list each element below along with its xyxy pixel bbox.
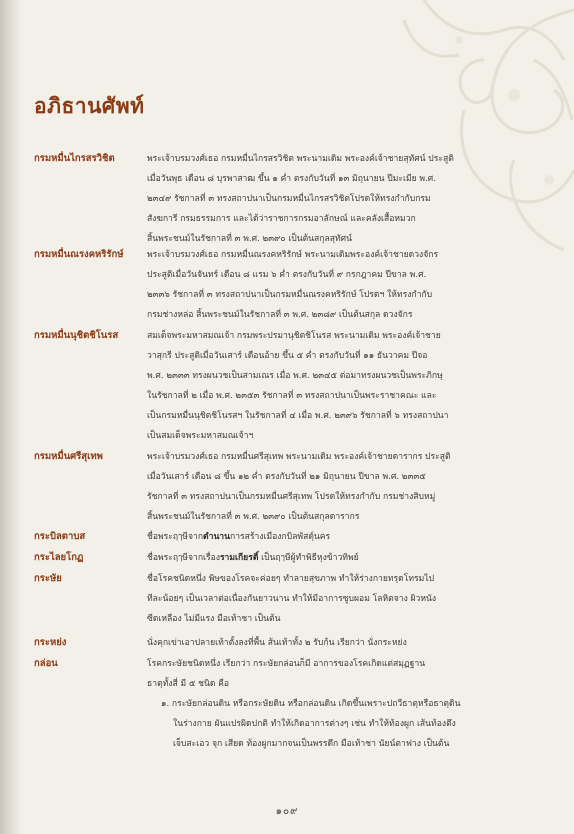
emphasized-text: รามเกียรติ์	[219, 553, 259, 563]
glossary-definition	[147, 245, 542, 325]
page-title: อภิธานศัพท์	[34, 93, 145, 118]
definition-line: ชื่อพระฤๅษีจากตำนานการสร้างเมืองกบิลพัสดุ์นคร	[147, 532, 331, 542]
definition-line: เป็นสมเด็จพระมหาสมณเจ้าฯ	[147, 431, 254, 441]
definition-line: ๒๓๓๖ รัชกาลที่ ๓ ทรงสถาปนาเป็นกรมหมื่นณรงคหริรักษ์ โปรดฯ ให้ทรงกำกับ	[147, 290, 433, 300]
glossary-term: กระไลยโกฏ	[34, 552, 84, 563]
glossary-term: กรมหมื่นศรีสุเทพ	[34, 451, 103, 462]
glossary-definition	[147, 633, 542, 653]
definition-line: ในรัชกาลที่ ๒ เมื่อ พ.ศ. ๒๓๕๓ รัชกาลที่ ๓ ทรงสถาปนาเป็นพระราชาคณะ และ	[147, 391, 437, 401]
definition-line: กรมช่างหล่อ สิ้นพระชนม์ในรัชกาลที่ ๓ พ.ศ. ๒๓๘๙ เป็นต้นสกุล ดวงจักร	[147, 310, 413, 320]
glossary-term: กระหย่ง	[34, 637, 67, 648]
glossary-definition	[147, 548, 542, 568]
glossary-term: กรมหมื่นณรงคหริรักษ์	[34, 249, 124, 260]
definition-line: สิ้นพระชนม์ในรัชกาลที่ ๓ พ.ศ. ๒๓๙๐ เป็นต้นสกุลสุทัศน์	[147, 234, 353, 244]
glossary-term: กระบิลตาบส	[34, 531, 86, 542]
definition-line: ซีดเหลือง ไม่มีแรง มือเท้าชา เป็นต้น	[147, 614, 281, 624]
glossary-definition	[147, 527, 542, 547]
definition-line: สมเด็จพระมหาสมณเจ้า กรมพระปรมานุชิตชิโนรส พระนามเดิม พระองค์เจ้าชาย	[147, 331, 441, 341]
glossary-definition	[147, 654, 542, 754]
definition-line: พระเจ้าบรมวงศ์เธอ กรมหมื่นศรีสุเทพ พระนามเดิม พระองค์เจ้าชายดารากร ประสูติ	[147, 452, 451, 462]
definition-line: ชื่อพระฤๅษีจากเรื่องรามเกียรติ์ เป็นฤๅษีผู้ทำพิธีหุงข้าวทิพย์	[147, 553, 359, 563]
page-number: ๑๐๙	[275, 806, 299, 817]
glossary-term: กล่อน	[34, 658, 58, 669]
glossary-term: กรมหมื่นไกรสรวิชิต	[34, 153, 115, 164]
glossary-definition	[147, 569, 542, 629]
definition-line: พระเจ้าบรมวงศ์เธอ กรมหมื่นไกรสรวิชิต พระนามเดิม พระองค์เจ้าชายสุทัศน์ ประสูติ	[147, 154, 454, 164]
glossary-definition	[147, 326, 542, 446]
definition-line: เป็นกรมหมื่นนุชิตชิโนรสฯ ในรัชกาลที่ ๔ เมื่อ พ.ศ. ๒๓๙๖ รัชกาลที่ ๖ ทรงสถาปนา	[147, 411, 449, 421]
emphasized-text: ตำนาน	[203, 532, 231, 542]
glossary-definition	[147, 149, 542, 249]
definition-line: ทีละน้อยๆ เป็นเวลาต่อเนื่องกันยาวนาน ทำให้มีอาการซูบผอม โลหิตจาง ผิวหนัง	[147, 594, 437, 604]
page-binding-shadow	[0, 0, 22, 834]
definition-line: ๑. กระษัยกล่อนดิน หรือกระษัยดิน หรือกล่อนดิน เกิดขึ้นเพราะปถวีธาตุหรือธาตุดิน	[161, 699, 461, 709]
definition-line: นั่งคุกเข่าเอาปลายเท้าตั้งลงที่พื้น ส้นเท้าทั้ง ๒ รับก้น เรียกว่า นั่งกระหย่ง	[147, 638, 407, 648]
definition-line: ธาตุทั้งสี่ มี ๕ ชนิด คือ	[147, 679, 230, 689]
glossary-definition	[147, 447, 542, 527]
glossary-term: กรมหมื่นนุชิตชิโนรส	[34, 330, 119, 341]
glossary-term: กระษัย	[34, 573, 62, 584]
definition-line: สังฆการี กรมธรรมการ และได้ว่าราชการกรมอาลักษณ์ และคลังเสื้อหมวก	[147, 214, 416, 224]
definition-line: ชื่อโรคชนิดหนึ่ง พิษของโรคจะค่อยๆ ทำลายสุขภาพ ทำให้ร่างกายทรุดโทรมไป	[147, 574, 435, 584]
definition-line: เมื่อวันพุธ เดือน ๘ บุรพาสาฒ ขึ้น ๑ ค่ำ ตรงกับวันที่ ๑๓ มิถุนายน ปีมะเมีย พ.ศ.	[147, 174, 436, 184]
definition-line: พระเจ้าบรมวงศ์เธอ กรมหมื่นณรงคหริรักษ์ พระนามเดิมพระองค์เจ้าชายดวงจักร	[147, 250, 439, 260]
definition-line: เจ็บสะเอว จุก เสียด ท้องผูกมากจนเป็นพรรดึก มือเท้าชา นัยน์ตาฟาง เป็นต้น	[173, 739, 450, 749]
definition-line: สิ้นพระชนม์ในรัชกาลที่ ๓ พ.ศ. ๒๓๙๐ เป็นต้นสกุลดารากร	[147, 512, 360, 522]
definition-line: รัชกาลที่ ๓ ทรงสถาปนาเป็นกรมหมื่นศรีสุเทพ โปรดให้ทรงกำกับ กรมช่างสิบหมู่	[147, 492, 436, 502]
definition-line: เมื่อวันเสาร์ เดือน ๘ ขึ้น ๑๒ ค่ำ ตรงกับวันที่ ๒๑ มิถุนายน ปีขาล พ.ศ. ๒๓๓๕	[147, 472, 426, 482]
definition-line: ๒๓๔๙ รัชกาลที่ ๓ ทรงสถาปนาเป็นกรมหมื่นไกรสรวิชิตโปรดให้ทรงกำกับกรม	[147, 194, 431, 204]
definition-line: วาสุกรี ประสูติเมื่อวันเสาร์ เดือนอ้าย ขึ้น ๕ ค่ำ ตรงกับวันที่ ๑๑ ธันวาคม ปีจอ	[147, 351, 428, 361]
definition-line: พ.ศ. ๒๓๓๓ ทรงผนวชเป็นสามเณร เมื่อ พ.ศ. ๒๓๔๕ ต่อมาทรงผนวชเป็นพระภิกษุ	[147, 371, 443, 381]
definition-line: ในร่างกาย ผันแปรผิดปกติ ทำให้เกิดอาการต่างๆ เช่น ทำให้ท้องผูก เส้นท้องตึง	[173, 719, 456, 729]
definition-line: โรคกระษัยชนิดหนึ่ง เรียกว่า กระษัยกล่อนก็มี อาการของโรคเกิดแต่สมุฏฐาน	[147, 659, 426, 669]
definition-line: ประสูติเมื่อวันจันทร์ เดือน ๘ แรม ๖ ค่ำ ตรงกับวันที่ ๙ กรกฎาคม ปีขาล พ.ศ.	[147, 270, 427, 280]
